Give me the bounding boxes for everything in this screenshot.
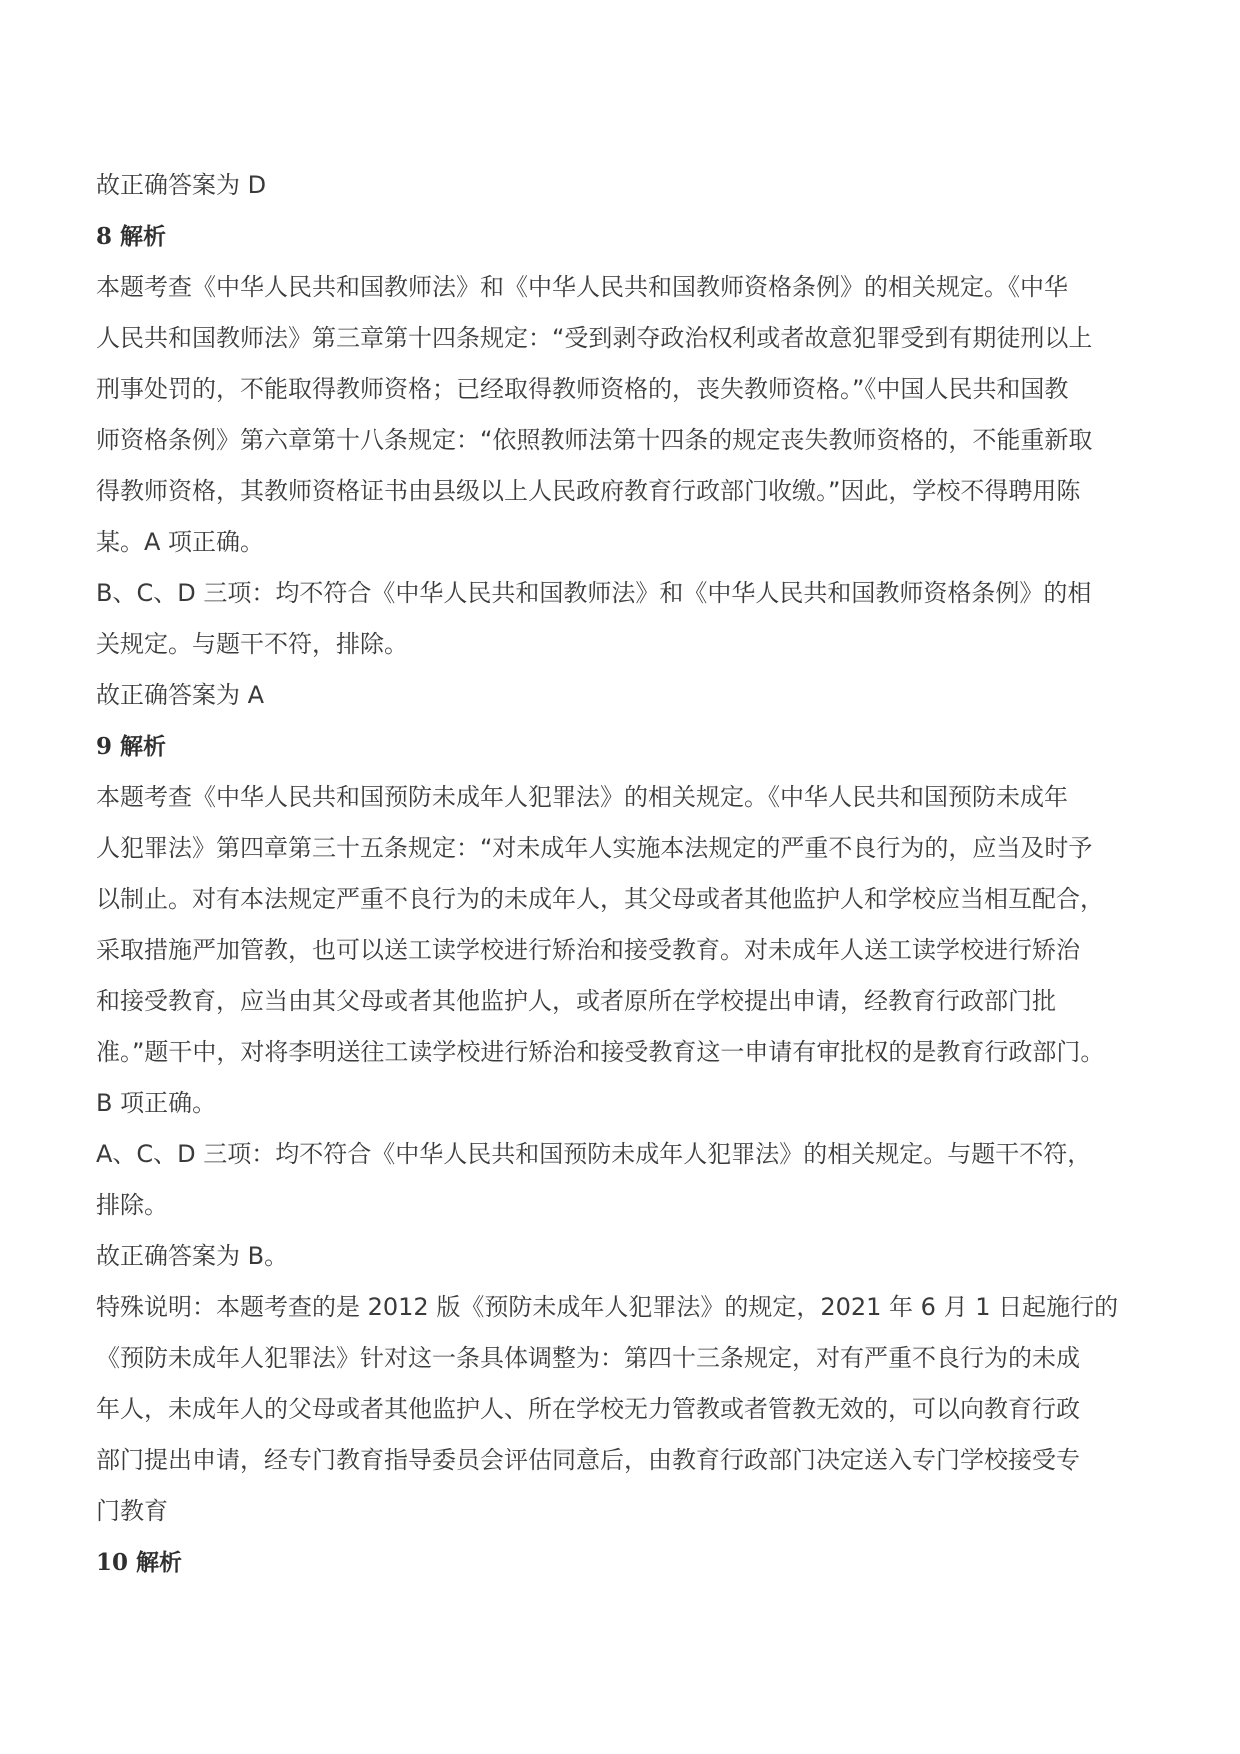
paragraph-line: 《预防未成年人犯罪法》针对这一条具体调整为：第四十三条规定，对有严重不良行为的未成 — [96, 1344, 1080, 1372]
paragraph-line: A、C、D 三项：均不符合《中华人民共和国预防未成年人犯罪法》的相关规定。与题干不符， — [96, 1140, 1092, 1168]
section-heading-8: 8 解析 — [96, 223, 167, 250]
paragraph-line: 刑事处罚的，不能取得教师资格；已经取得教师资格的，丧失教师资格。”《中国人民共和国教 — [96, 375, 1069, 403]
paragraph-line: 得教师资格，其教师资格证书由县级以上人民政府教育行政部门收缴。”因此，学校不得聘用陈 — [96, 477, 1081, 505]
paragraph-line: 以制止。对有本法规定严重不良行为的未成年人，其父母或者其他监护人和学校应当相互配合， — [96, 885, 1104, 913]
paragraph-line: 关规定。与题干不符，排除。 — [96, 630, 408, 658]
paragraph-line: 准。”题干中，对将李明送往工读学校进行矫治和接受教育这一申请有审批权的是教育行政部门。 — [96, 1038, 1105, 1066]
answer-line: 故正确答案为 B。 — [96, 1242, 289, 1270]
document-page — [96, 160, 1156, 1588]
paragraph-line: 年人，未成年人的父母或者其他监护人、所在学校无力管教或者管教无效的，可以向教育行政 — [96, 1395, 1080, 1423]
section-heading-9: 9 解析 — [96, 733, 167, 760]
paragraph-line: 采取措施严加管教，也可以送工读学校进行矫治和接受教育。对未成年人送工读学校进行矫治 — [96, 936, 1080, 964]
paragraph-line: 师资格条例》第六章第十八条规定：“依照教师法第十四条的规定丧失教师资格的，不能重新取 — [96, 426, 1093, 454]
paragraph-line: 本题考查《中华人民共和国预防未成年人犯罪法》的相关规定。《中华人民共和国预防未成年 — [96, 783, 1068, 811]
paragraph-line: B、C、D 三项：均不符合《中华人民共和国教师法》和《中华人民共和国教师资格条例》的相 — [96, 579, 1092, 607]
section-heading-10: 10 解析 — [96, 1549, 183, 1576]
paragraph-line: 人犯罪法》第四章第三十五条规定：“对未成年人实施本法规定的严重不良行为的，应当及时予 — [96, 834, 1093, 862]
paragraph-line: 某。A 项正确。 — [96, 528, 265, 556]
paragraph-line: 人民共和国教师法》第三章第十四条规定：“受到剥夺政治权利或者故意犯罪受到有期徒刑以上 — [96, 324, 1093, 352]
paragraph-line: 排除。 — [96, 1191, 168, 1219]
paragraph-line: 本题考查《中华人民共和国教师法》和《中华人民共和国教师资格条例》的相关规定。《中华 — [96, 273, 1068, 301]
answer-line: 故正确答案为 D — [96, 171, 267, 199]
paragraph-line: 门教育 — [96, 1497, 168, 1525]
paragraph-line: B 项正确。 — [96, 1089, 217, 1117]
paragraph-line: 和接受教育，应当由其父母或者其他监护人，或者原所在学校提出申请，经教育行政部门批 — [96, 987, 1056, 1015]
paragraph-line: 部门提出申请，经专门教育指导委员会评估同意后，由教育行政部门决定送入专门学校接受专 — [96, 1446, 1080, 1474]
answer-line: 故正确答案为 A — [96, 681, 265, 709]
paragraph-line: 特殊说明：本题考查的是 2012 版《预防未成年人犯罪法》的规定，2021 年 6 月 1 日起施行的 — [96, 1293, 1119, 1321]
